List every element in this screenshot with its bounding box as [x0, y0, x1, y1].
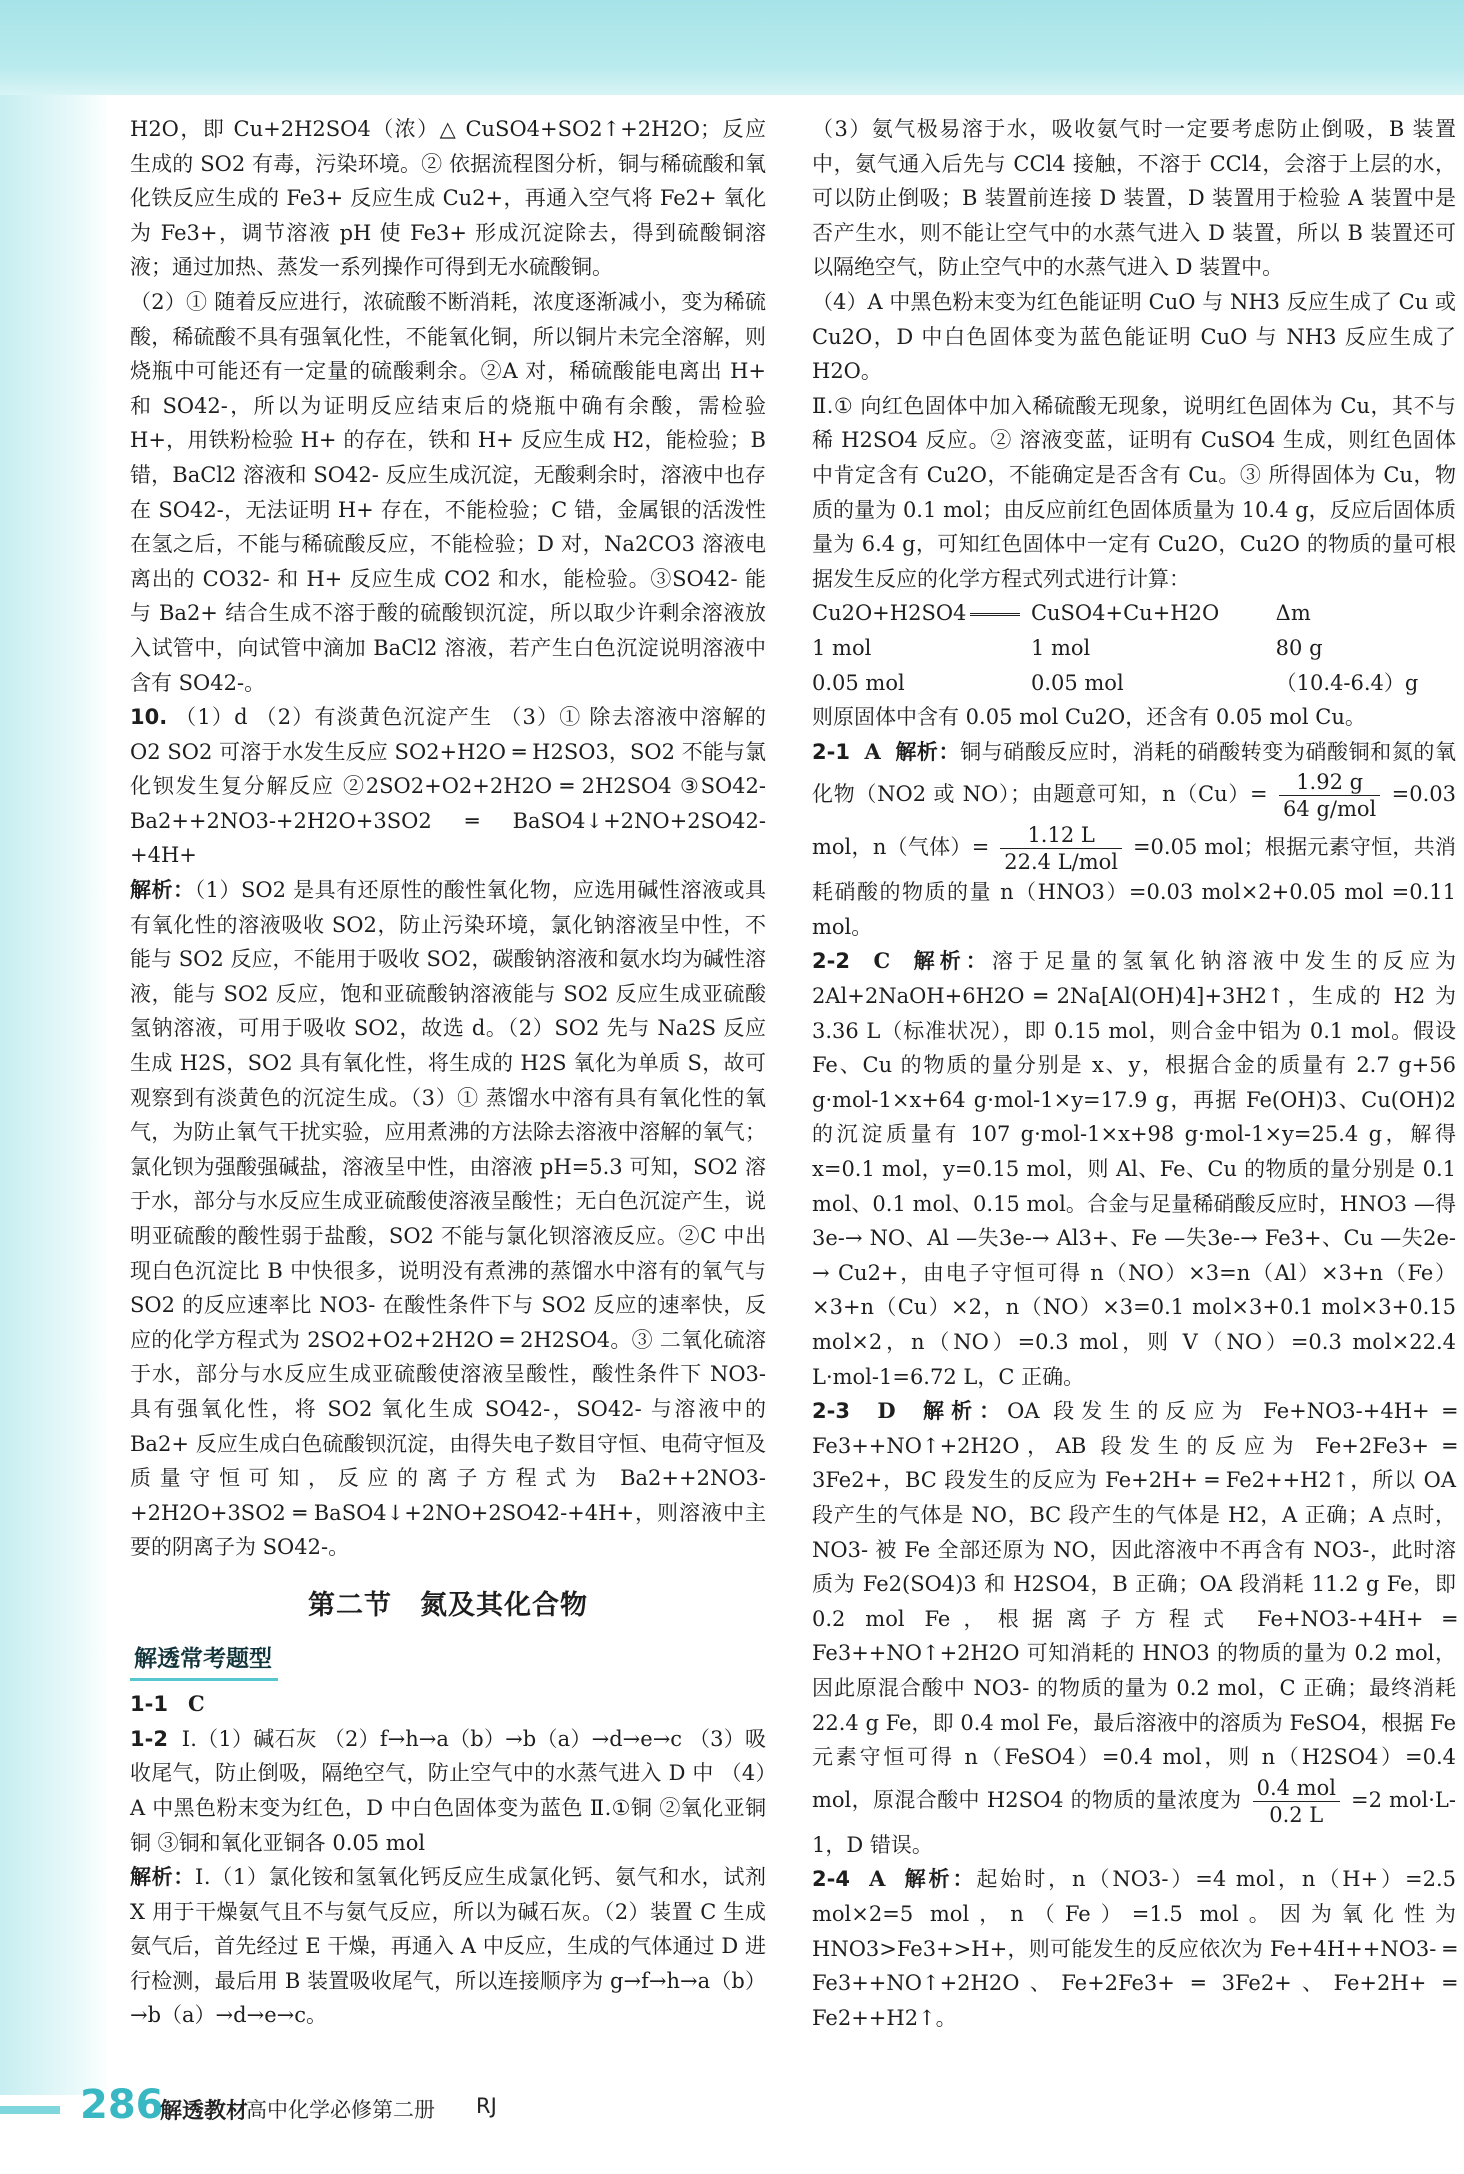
analysis-text: OA 段发生的反应为 Fe+NO3-+4H+ ═ Fe3++NO↑+2H2O，AB 段发生的反应为 Fe+2Fe3+ ═ 3Fe2+，BC 段发生的反应为 Fe+2H+ ═ Fe2++H2↑，所以 OA 段产生的气体是 NO，BC 段产生的气体是 H2，A 正确；A 点时，NO3- 被 Fe 全部还原为 NO，因此溶液中不再含有 NO3-，此时溶质为 Fe2(SO4)3 和 H2SO4，B 正确；OA 段消耗 11.2 g Fe，即 0.2 mol Fe，根据离子方程式 Fe+NO3-+4H+ ═ Fe3++NO↑+2H2O 可知消耗的 HNO3 的物质的量为 0.2 mol，因此原混合酸中 NO3- 的物质的量为 0.2 mol，C 正确；最终消耗 22.4 g Fe，即 0.4 mol Fe，最后溶液中的溶质为 FeSO4，根据 Fe 元素守恒可得 n（FeSO4）=0.4 mol，则 n（H2SO4）=0.4 mol，原混合酸中 H2SO4 的物质的量浓度为 [812, 1399, 1456, 1812]
footer-edition: RJ [476, 2094, 497, 2118]
table-cell: Δm [1275, 601, 1311, 626]
question-2-2 [812, 944, 1456, 1394]
table-cell: 1 mol [1030, 635, 1091, 660]
page-number: 286 [80, 2082, 164, 2128]
analysis-text: =2 mol·L-1，D 错误。 [812, 1787, 1456, 1857]
right-paragraph-1: （3）氨气极易溶于水，吸收氨气时一定要考虑防止倒吸，B 装置中，氨气通入后先与 CCl4 接触，不溶于 CCl4，会溶于上层的水，可以防止倒吸；B 装置前连接 D 装置，D 装置用于检验 A 装置中是否产生水，则不能让空气中的水蒸气进入 D 装置，所以 B 装置还可以隔绝空气，防止空气中的水蒸气进入 D 装置中。 [812, 117, 1456, 280]
table-cell: 1 mol [812, 635, 872, 660]
table-row [812, 596, 1456, 631]
question-2-4 [812, 1862, 1456, 2035]
analysis-label: 解析： [913, 948, 992, 974]
question-answer: C [873, 948, 891, 974]
right-paragraph-4: 则原固体中含有 0.05 mol Cu2O，还含有 0.05 mol Cu。 [812, 705, 1366, 730]
table-row [812, 666, 1456, 701]
right-paragraph-2: （4）A 中黑色粉末变为红色能证明 CuO 与 NH3 反应生成了 Cu 或 Cu2O，D 中白色固体变为蓝色能证明 CuO 与 NH3 反应生成了 H2O。 [812, 289, 1456, 384]
left-column [130, 112, 766, 2033]
left-paragraph-2: （2）① 随着反应进行，浓硫酸不断消耗，浓度逐渐减小，变为稀硫酸，稀硫酸不具有强氧化性，不能氧化铜，所以铜片未完全溶解，则烧瓶中可能还有一定量的硫酸剩余。②A 对，稀硫酸能电离出 H+ 和 SO42-，所以为证明反应结束后的烧瓶中确有余酸，需检验 H+，用铁粉检验 H+ 的存在，铁和 H+ 反应生成 H2，能检验；B 错，BaCl2 溶液和 SO42- 反应生成沉淀，无酸剩余时，溶液中也存在 SO42-，无法证明 H+ 存在，不能检验；C 错，金属银的活泼性在氢之后，不能与稀硫酸反应，不能检验；D 对，Na2CO3 溶液电离出的 CO32- 和 H+ 反应生成 CO2 和水，能检验。③SO42- 能与 Ba2+ 结合生成不溶于酸的硫酸钡沉淀，所以取少许剩余溶液放入试管中，向试管中滴加 BaCl2 溶液，若产生白色沉淀说明溶液中含有 SO42-。 [130, 289, 766, 695]
table-cell: 0.05 mol [1030, 670, 1124, 695]
analysis-text: 铜与硝酸反应时，消耗的硝酸转变为硝酸铜和氮的氧化物（NO2 或 NO）；由题意可知，n（Cu）= [812, 739, 1456, 807]
question-number: 1-2 [130, 1726, 168, 1751]
footer-brand: 解透教材 [160, 2099, 249, 2124]
question-answer: （1）d （2）有淡黄色沉淀产生 （3）① 除去溶液中溶解的 O2 SO2 可溶于水发生反应 SO2+H2O ═ H2SO3，SO2 不能与氯化钡发生复分解反应 ②2SO2+O2+2H2O ═ 2H2SO4 ③SO42- Ba2++2NO3-+2H2O+3SO2 ═ BaSO4↓+2NO+2SO42-+4H+ [130, 705, 766, 868]
analysis-label: 解析： [130, 877, 195, 903]
question-number: 1-1 [130, 1692, 168, 1717]
question-number: 2-3 [812, 1399, 850, 1424]
table-cell: Cu2O+H2SO4 [812, 596, 1031, 631]
question-number: 2-1 [812, 739, 850, 764]
footer-book-title: 高中化学必修第二册 [246, 2098, 435, 2122]
equal-arrow-icon [970, 613, 1020, 616]
analysis-label: 解析： [923, 1398, 1008, 1424]
question-2-3 [812, 1394, 1456, 1862]
question-1-1 [130, 1687, 766, 1722]
sub-heading: 解透常考题型 [130, 1642, 278, 1682]
right-column [812, 112, 1456, 2035]
table-cell: 0.05 mol [812, 670, 905, 695]
analysis-label: 解析： [904, 1866, 977, 1892]
question-number: 2-2 [812, 949, 850, 974]
question-10-analysis [130, 873, 766, 1565]
table-row [812, 631, 1456, 666]
question-1-2-analysis [130, 1860, 766, 2033]
analysis-label: 解析： [130, 1864, 195, 1890]
equation-table [812, 596, 1456, 700]
analysis-label: 解析： [895, 738, 961, 764]
question-answer: D [877, 1398, 896, 1424]
question-answer: C [187, 1691, 205, 1717]
side-color-stripe [0, 95, 110, 2095]
table-cell: CuSO4+Cu+H2O [1030, 601, 1220, 626]
fraction: $\frac{1.92 g}{\text{64 g/mol}}$ [1279, 769, 1380, 822]
table-cell: 80 g [1275, 635, 1323, 660]
analysis-text: =0.03 mol，n（气体）= [812, 782, 1456, 860]
question-answer: Ⅰ.（1）碱石灰 （2）f→h→a（b）→b（a）→d→e→c （3）吸收尾气，防止倒吸，隔绝空气，防止空气中的水蒸气进入 D 中 （4）A 中黑色粉末变为红色，D 中白色固体变为蓝色 Ⅱ.①铜 ②氧化亚铜 铜 ③铜和氧化亚铜各 0.05 mol [130, 1726, 766, 1855]
analysis-text: =0.05 mol；根据元素守恒，共消耗硝酸的物质的量 n（HNO3）=0.03 mol×2+0.05 mol =0.11 mol。 [812, 835, 1456, 939]
fraction: $\frac{\text{0.4 mol}}{0.2 L}$ [1253, 1775, 1340, 1828]
question-1-2 [130, 1722, 766, 1860]
page-footer [0, 2082, 1464, 2142]
analysis-text: 溶于足量的氢氧化钠溶液中发生的反应为 2Al+2NaOH+6H2O ═ 2Na[Al(OH)4]+3H2↑，生成的 H2 为 3.36 L（标准状况），即 0.15 mol，则合金中铝为 0.1 mol。假设 Fe、Cu 的物质的量分别是 x、y，根据合金的质量有 2.7 g+56 g·mol-1×x+64 g·mol-1×y=17.9 g，再据 Fe(OH)3、Cu(OH)2 的沉淀质量有 107 g·mol-1×x+98 g·mol-1×y=25.4 g，解得 x=0.1 mol，y=0.15 mol，则 Al、Fe、Cu 的物质的量分别是 0.1 mol、0.1 mol、0.15 mol。合金与足量稀硝酸反应时，HNO3 —得3e-→ NO、Al —失3e-→ Al3+、Fe —失3e-→ Fe3+、Cu —失2e-→ Cu2+，由电子守恒可得 n（NO）×3=n（Al）×3+n（Fe）×3+n（Cu）×2，n（NO）×3=0.1 mol×3+0.1 mol×3+0.15 mol×2，n（NO）=0.3 mol，则 V（NO）=0.3 mol×22.4 L·mol-1=6.72 L，C 正确。 [812, 949, 1457, 1389]
question-answer: A [864, 738, 881, 764]
analysis-text: （1）SO2 是具有还原性的酸性氧化物，应选用碱性溶液或具有氧化性的溶液吸收 SO2，防止污染环境，氯化钠溶液呈中性，不能与 SO2 反应，不能用于吸收 SO2，碳酸钠溶液和氨水均为碱性溶液，能与 SO2 反应，饱和亚硫酸钠溶液能与 SO2 反应生成亚硫酸氢钠溶液，可用于吸收 SO2，故选 d。（2）SO2 先与 Na2S 反应生成 H2S，SO2 具有氧化性，将生成的 H2S 氧化为单质 S，故可观察到有淡黄色的沉淀生成。（3）① 蒸馏水中溶有具有氧化性的氧气，为防止氧气干扰实验，应用煮沸的方法除去溶液中溶解的氧气；氯化钡为强酸强碱盐，溶液呈中性，由溶液 pH=5.3 可知，SO2 溶于水，部分与水反应生成亚硫酸使溶液呈酸性；无白色沉淀产生，说明亚硫酸的酸性弱于盐酸，SO2 不能与氯化钡溶液反应。②C 中出现白色沉淀比 B 中快很多，说明没有煮沸的蒸馏水中溶有的氧气与 SO2 的反应速率比 NO3- 在酸性条件下与 SO2 反应的速率快，反应的化学方程式为 2SO2+O2+2H2O ═ 2H2SO4。③ 二氧化硫溶于水，部分与水反应生成亚硫酸使溶液呈酸性，酸性条件下 NO3- 具有强氧化性，将 SO2 氧化生成 SO42-，SO42- 与溶液中的 Ba2+ 反应生成白色硫酸钡沉淀，由得失电子数目守恒、电荷守恒及质量守恒可知，反应的离子方程式为 Ba2++2NO3-+2H2O+3SO2 ═ BaSO4↓+2NO+2SO42-+4H+，则溶液中主要的阴离子为 SO42-。 [130, 878, 767, 1560]
analysis-text: Ⅰ.（1）氯化铵和氢氧化钙反应生成氯化钙、氨气和水，试剂 X 用于干燥氨气且不与氨气反应，所以为碱石灰。（2）装置 C 生成氨气后，首先经过 E 干燥，再通入 A 中反应，生成的气体通过 D 进行检测，最后用 B 装置吸收尾气，所以连接顺序为 g→f→h→a（b）→b（a）→d→e→c。 [130, 1865, 766, 2028]
question-2-1 [812, 735, 1456, 945]
footer-accent-bar [0, 2106, 60, 2114]
left-paragraph-1: H2O，即 Cu+2H2SO4（浓）△ CuSO4+SO2↑+2H2O；反应生成的 SO2 有毒，污染环境。② 依据流程图分析，铜与稀硫酸和氧化铁反应生成的 Fe3+ 反应生成 Cu2+，再通入空气将 Fe2+ 氧化为 Fe3+，调节溶液 pH 使 Fe3+ 形成沉淀除去，得到硫酸铜溶液；通过加热、蒸发一系列操作可得到无水硫酸铜。 [130, 117, 766, 280]
question-10 [130, 700, 766, 873]
right-paragraph-3: Ⅱ.① 向红色固体中加入稀硫酸无现象，说明红色固体为 Cu，其不与稀 H2SO4 反应。② 溶液变蓝，证明有 CuSO4 生成，则红色固体中肯定含有 Cu2O，不能确定是否含有 Cu。③ 所得固体为 Cu，物质的量为 0.1 mol；由反应前红色固体质量为 10.4 g，反应后固体质量为 6.4 g，可知红色固体中一定有 Cu2O，Cu2O 的物质的量可根据发生反应的化学方程式列式进行计算： [812, 393, 1456, 591]
question-number: 2-4 [812, 1867, 850, 1892]
top-color-band [0, 0, 1464, 95]
table-cell: （10.4-6.4）g [1275, 670, 1419, 695]
section-title: 第二节 氮及其化合物 [308, 1589, 588, 1621]
analysis-text: 起始时，n（NO3-）=4 mol，n（H+）=2.5 mol×2=5 mol，n（Fe）=1.5 mol。因为氧化性为 HNO3>Fe3+>H+，则可能发生的反应依次为 Fe+4H++NO3- ═ Fe3++NO↑+2H2O、Fe+2Fe3+ ═ 3Fe2+、Fe+2H+ ═ Fe2++H2↑。 [812, 1867, 1456, 2030]
question-number: 10. [130, 705, 168, 730]
question-answer: A [869, 1866, 886, 1892]
fraction: $\frac{1.12 L}{\text{22.4 L/mol}}$ [1000, 822, 1122, 875]
